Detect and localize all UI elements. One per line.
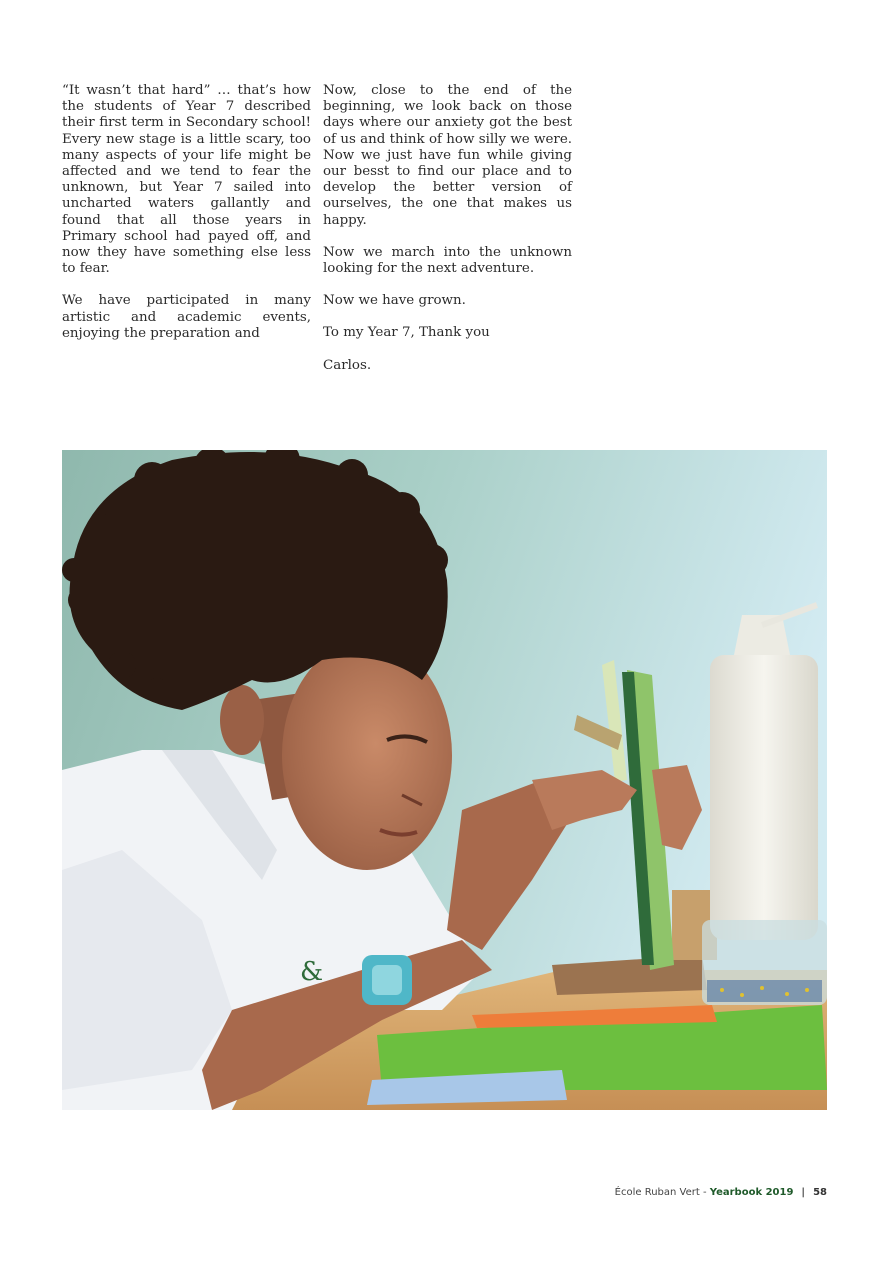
right-text-column: [323, 83, 572, 390]
paragraph: “It wasn’t that hard” … that’s how the students of Year 7 described their first term in Secondary school! Every new stage is a little scary, too many aspects of your life might be affected and we tend to fear the unknown, but Year 7 sailed into uncharted waters gallantly and found that all those years in Primary school had payed off, and now they have something else less to fear.: [62, 83, 311, 277]
school-name: École Ruban Vert -: [614, 1187, 710, 1198]
signature: Carlos.: [323, 357, 372, 373]
student-face: [282, 640, 452, 870]
paragraph: To my Year 7, Thank you: [323, 325, 490, 341]
paragraph: We have participated in many artistic and academic events, enjoying the preparation and: [62, 293, 311, 341]
paragraph: Now we have grown.: [323, 293, 466, 309]
footer-separator: |: [801, 1187, 806, 1198]
page-footer: [615, 1187, 827, 1198]
paragraph: Now, close to the end of the beginning, we look back on those days where our anxiety got the best of us and think of how silly we were. Now we just have fun while giving our besst to find our place and to develop the better version of ourselves, the one that makes us happy.: [323, 83, 572, 228]
glue-bottle: [710, 655, 818, 940]
left-text-column: [62, 83, 311, 358]
page-number: 58: [813, 1187, 827, 1198]
student-crafting-photo: [62, 450, 827, 1110]
yearbook-title: Yearbook 2019: [709, 1187, 794, 1198]
shirt-emblem: &: [300, 957, 324, 987]
paragraph: Now we march into the unknown looking for the next adventure.: [323, 244, 572, 277]
